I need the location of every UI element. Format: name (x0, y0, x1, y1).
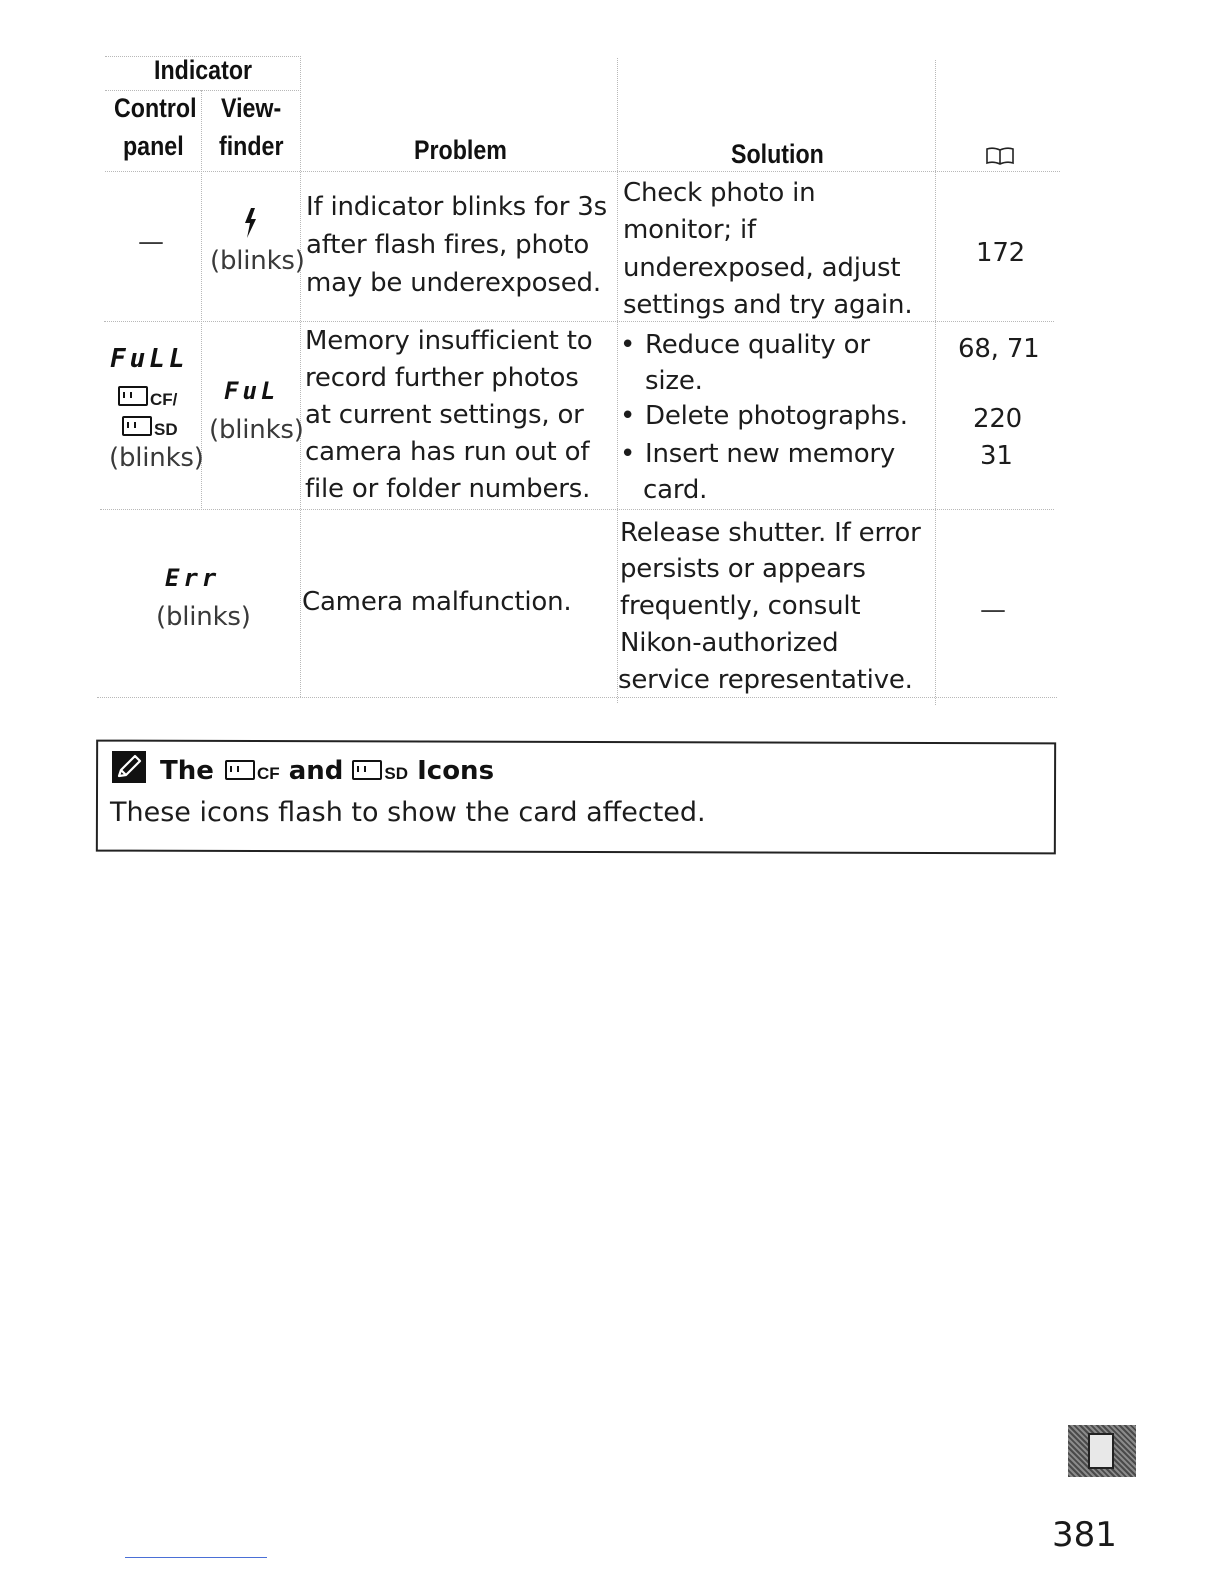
header-indicator: Indicator (154, 55, 253, 85)
header-problem: Problem (414, 135, 507, 165)
row3-solution-line: persists or appears (620, 554, 866, 584)
row3-problem-line: Camera malfunction. (302, 587, 572, 617)
row1-solution-line: settings and try again. (623, 290, 913, 320)
header-control-panel-line1: Control (114, 93, 197, 123)
col-divider (617, 58, 618, 703)
header-viewfinder-line1: View- (221, 93, 282, 123)
row3-indicator-lcd: Err (165, 564, 221, 592)
header-control-panel-line2: panel (123, 131, 184, 161)
row1-problem-line: may be underexposed. (306, 268, 601, 298)
pencil-icon (112, 751, 146, 783)
row1-viewfinder-note: (blinks) (210, 246, 305, 276)
row1-solution-line: underexposed, adjust (623, 253, 901, 283)
row1-control-panel: — (138, 227, 164, 257)
row2-control-panel-note: (blinks) (109, 443, 204, 473)
header-viewfinder-line2: finder (219, 131, 284, 161)
row3-solution-line: service representative. (618, 665, 913, 695)
row2-solution-line: size. (645, 366, 703, 396)
col-divider (300, 56, 301, 697)
row3-indicator-note: (blinks) (156, 602, 251, 632)
row2-solution-bullet: • (620, 330, 636, 360)
row2-problem-line: Memory insufficient to (305, 326, 593, 356)
row2-problem-line: at current settings, or (305, 400, 584, 430)
row1-solution-line: monitor; if (623, 215, 756, 245)
row3-solution-line: frequently, consult (620, 591, 861, 621)
row2-page-ref: 220 (973, 404, 1023, 434)
col-divider (935, 60, 936, 705)
row2-solution-line: Reduce quality or (645, 330, 870, 360)
row1-page-ref: 172 (976, 238, 1026, 268)
flash-icon (242, 208, 258, 238)
row2-problem-line: file or folder numbers. (305, 474, 591, 504)
row3-page-ref: — (980, 595, 1006, 625)
cf-card-icon (225, 760, 255, 780)
row2-viewfinder-lcd: FuL (224, 377, 280, 405)
row2-solution-line: card. (643, 475, 708, 505)
row2-page-ref: 68, 71 (958, 334, 1040, 364)
row2-page-ref: 31 (980, 441, 1013, 471)
row1-problem-line: after flash fires, photo (306, 230, 590, 260)
row-divider (100, 509, 1054, 510)
row2-problem-line: record further photos (305, 363, 579, 393)
row1-solution-line: Check photo in (623, 178, 816, 208)
row2-viewfinder-note: (blinks) (209, 415, 304, 445)
troubleshooting-tab-icon (1068, 1425, 1136, 1477)
row2-problem-line: camera has run out of (305, 437, 590, 467)
row1-problem-line: If indicator blinks for 3s (306, 192, 607, 222)
page-number: 381 (1052, 1515, 1117, 1555)
note-body: These icons flash to show the card affected. (110, 797, 706, 828)
row2-solution-line: Insert new memory (645, 439, 896, 469)
row3-solution-line: Nikon-authorized (620, 628, 839, 658)
row-divider (97, 697, 1057, 698)
row-divider (105, 171, 1060, 172)
header-solution: Solution (731, 139, 824, 169)
row2-cf-indicator: CF/ (118, 386, 177, 410)
row2-solution-bullet: • (620, 439, 636, 469)
row3-solution-line: Release shutter. If error (620, 518, 921, 548)
note-title: The CF and SD Icons (160, 756, 495, 786)
row2-sd-indicator: SD (122, 416, 178, 440)
sd-card-icon (352, 760, 382, 780)
tab-inner-glyph (1088, 1433, 1114, 1469)
row2-solution-line: Delete photographs. (645, 401, 908, 431)
cf-card-icon (118, 386, 148, 406)
book-icon (985, 146, 1015, 166)
footer-rule (125, 1557, 267, 1558)
row2-control-panel-lcd: FuLL (110, 344, 189, 374)
row2-solution-bullet: • (620, 401, 636, 431)
sd-card-icon (122, 416, 152, 436)
